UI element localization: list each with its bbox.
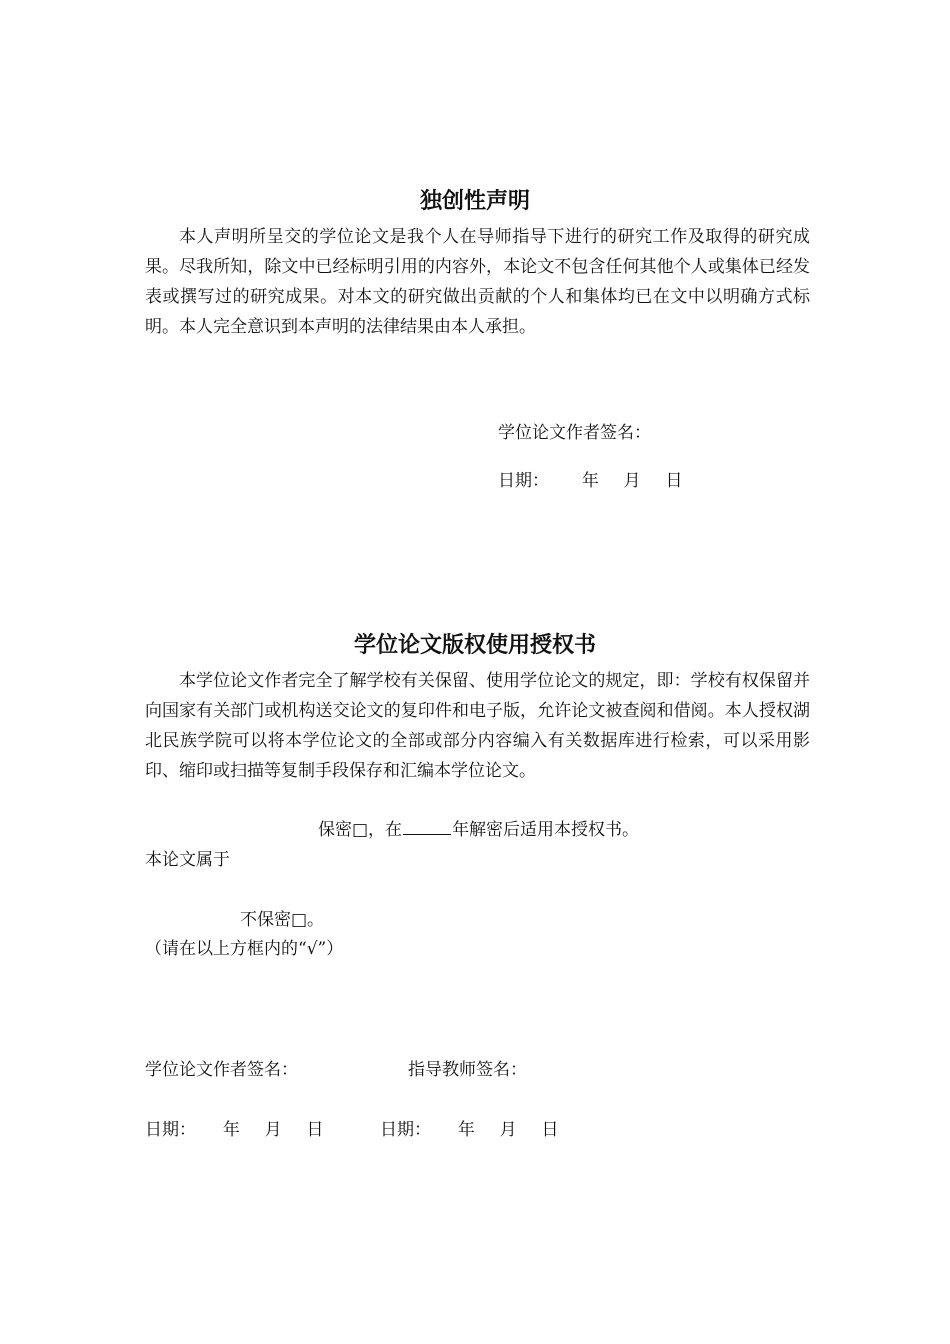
- originality-date-line: [498, 466, 682, 496]
- authorization-title: 学位论文版权使用授权书: [353, 633, 596, 658]
- originality-title: 独创性声明: [419, 189, 530, 214]
- belongs-label: 本论文属于: [145, 850, 230, 870]
- author-date-line: [145, 1115, 323, 1145]
- author-date-month: 月: [264, 1120, 282, 1140]
- author-date-day: 日: [306, 1120, 324, 1140]
- originality-signature-label: 学位论文作者签名：: [498, 423, 651, 443]
- option-secret-suffix: 年解密后适用本授权书。: [452, 820, 640, 840]
- advisor-date-day: 日: [541, 1120, 559, 1140]
- decrypt-year-blank: [403, 816, 451, 835]
- originality-date-year: 年: [581, 471, 599, 491]
- originality-date-month: 月: [623, 471, 641, 491]
- advisor-date-month: 月: [499, 1120, 517, 1140]
- advisor-date-year: 年: [457, 1120, 475, 1140]
- option-secret-line: [318, 815, 639, 845]
- option-not-secret: 不保密□。: [240, 910, 325, 930]
- advisor-date-line: [380, 1115, 558, 1145]
- option-secret-prefix: 保密□，在: [318, 820, 403, 840]
- advisor-signature-label: 指导教师签名：: [408, 1060, 527, 1080]
- checkbox-instruction: （请在以上方框内的“√”）: [145, 939, 344, 959]
- author-date-year: 年: [222, 1120, 240, 1140]
- authorization-body: 本学位论文作者完全了解学校有关保留、使用学位论文的规定，即：学校有权保留并向国家有关部门或机构送交论文的复印件和电子版，允许论文被查阅和借阅。本人授权湖北民族学院可以将本学位论文的全部或部分内容编入有关数据库进行检索，可以采用影印、缩印或扫描等复制手段保存和汇编本学位论文。: [145, 671, 810, 781]
- author-signature-label: 学位论文作者签名：: [145, 1060, 298, 1080]
- author-date-label: 日期：: [145, 1120, 196, 1140]
- advisor-date-label: 日期：: [380, 1120, 431, 1140]
- originality-date-day: 日: [665, 471, 683, 491]
- originality-date-label: 日期：: [498, 471, 549, 491]
- originality-body: 本人声明所呈交的学位论文是我个人在导师指导下进行的研究工作及取得的研究成果。尽我所知，除文中已经标明引用的内容外，本论文不包含任何其他个人或集体已经发表或撰写过的研究成果。对本文的研究做出贡献的个人和集体均已在文中以明确方式标明。本人完全意识到本声明的法律结果由本人承担。: [145, 227, 810, 337]
